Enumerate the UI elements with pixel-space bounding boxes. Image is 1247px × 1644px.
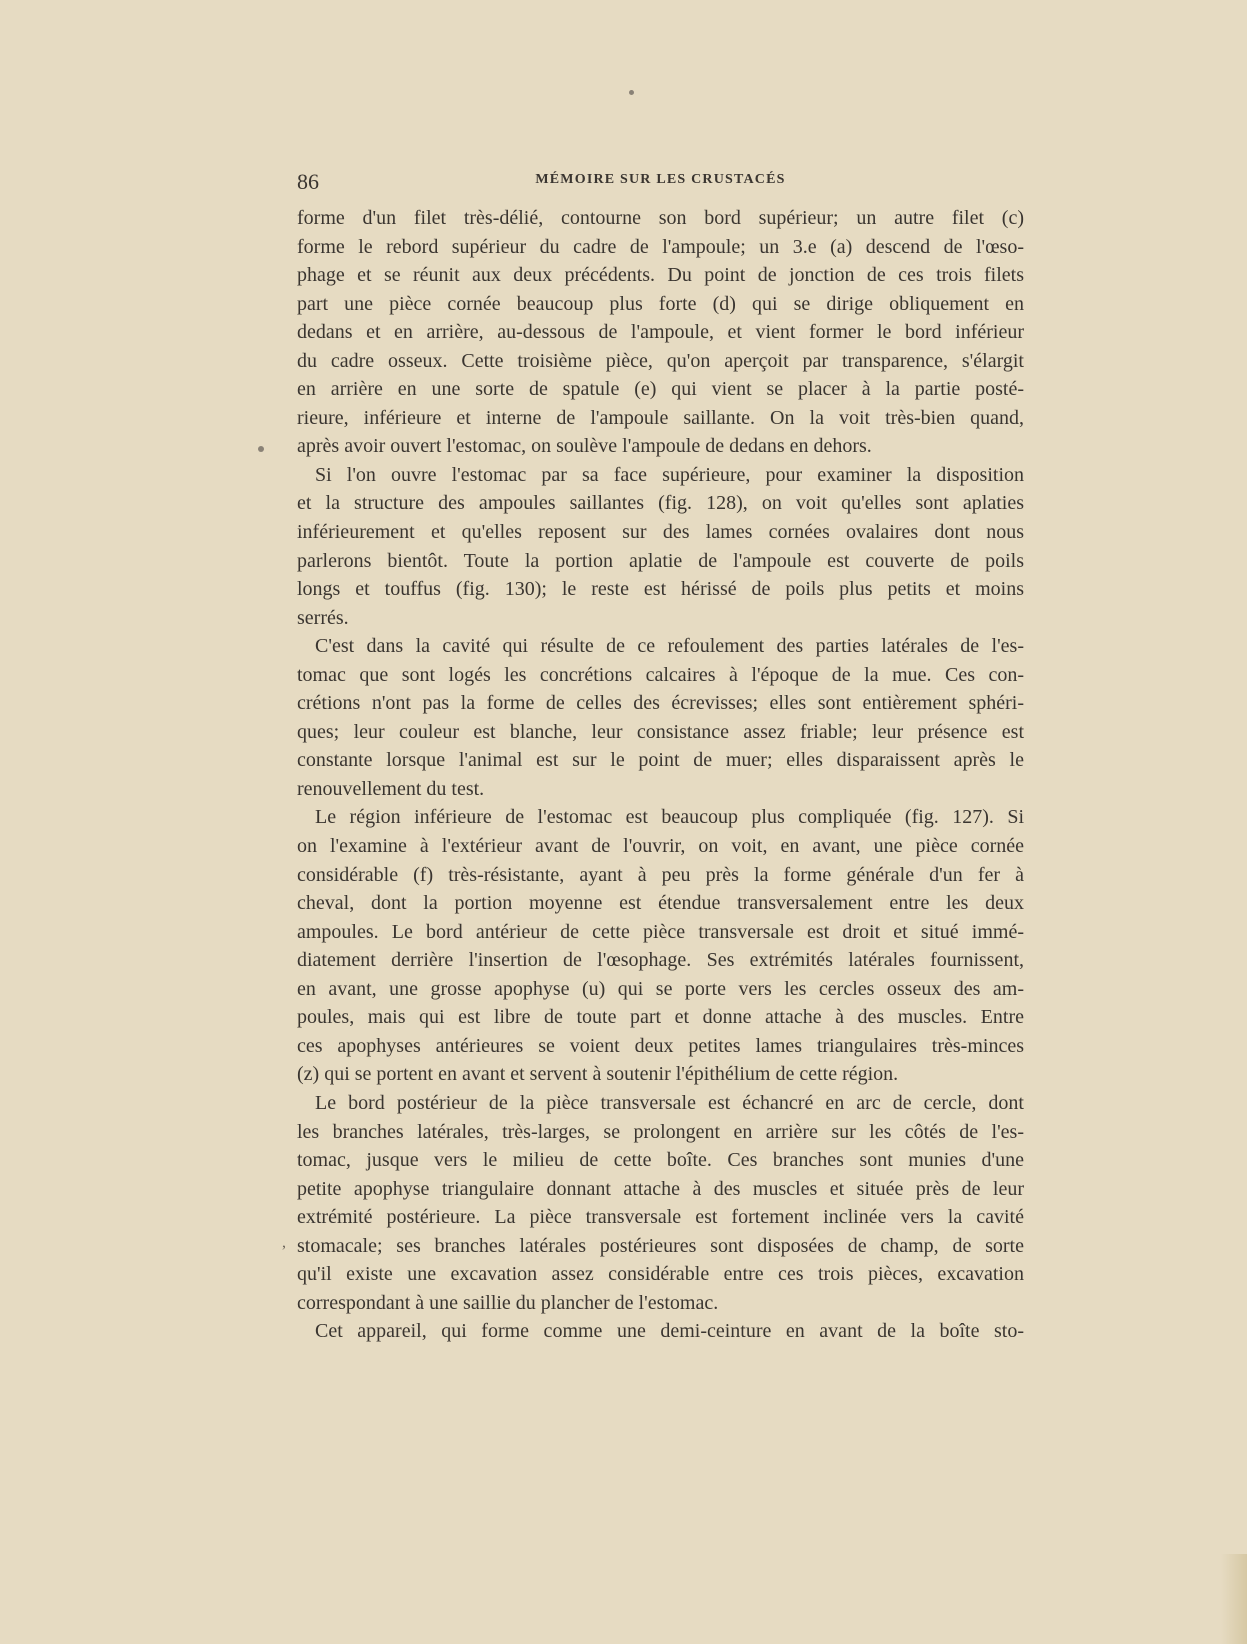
speck-left [258,446,264,452]
text-line: Si l'on ouvre l'estomac par sa face supérieure, pour examiner la disposition [315,463,1024,486]
text-line: et la structure des ampoules saillantes (fig. 128), on voit qu'elles sont aplaties [297,492,1024,515]
text-line: constante lorsque l'animal est sur le point de muer; elles disparaissent après le [297,749,1024,772]
text-line: après avoir ouvert l'estomac, on soulève l'ampoule de dedans en dehors. [297,435,872,458]
text-line: petite apophyse triangulaire donnant attache à des muscles et située près de leur [297,1177,1024,1200]
text-line: ces apophyses antérieures se voient deux petites lames triangulaires très-minces [297,1034,1024,1057]
text-line: ampoules. Le bord antérieur de cette pièce transversale est droit et situé immé- [297,920,1024,943]
text-line: en avant, une grosse apophyse (u) qui se porte vers les cercles osseux des am- [297,977,1024,1000]
text-line: ques; leur couleur est blanche, leur consistance assez friable; leur présence est [297,720,1024,743]
text-line: du cadre osseux. Cette troisième pièce, qu'on aperçoit par transparence, s'élargit [297,349,1024,372]
text-line: renouvellement du test. [297,777,485,800]
text-line: parlerons bientôt. Toute la portion aplatie de l'ampoule est couverte de poils [297,549,1024,572]
text-line: on l'examine à l'extérieur avant de l'ouvrir, on voit, en avant, une pièce cornée [297,835,1024,858]
text-line: inférieurement et qu'elles reposent sur des lames cornées ovalaires dont nous [297,521,1024,544]
text-line: stomacale; ses branches latérales postérieures sont disposées de champ, de sorte [297,1234,1024,1257]
margin-mark: , [282,1234,286,1251]
text-line: Le région inférieure de l'estomac est beaucoup plus compliquée (fig. 127). Si [315,806,1024,829]
text-line: Le bord postérieur de la pièce transversale est échancré en arc de cercle, dont [315,1091,1024,1114]
text-line: tomac, jusque vers le milieu de cette boîte. Ces branches sont munies d'une [297,1149,1024,1172]
text-line: diatement derrière l'insertion de l'œsophage. Ses extrémités latérales fournissent, [297,949,1024,972]
text-line: phage et se réunit aux deux précédents. Du point de jonction de ces trois filets [297,264,1024,287]
text-line: rieure, inférieure et interne de l'ampoule saillante. On la voit très-bien quand, [297,406,1024,429]
text-line: en arrière en une sorte de spatule (e) qui vient se placer à la partie posté- [297,378,1024,401]
text-line: crétions n'ont pas la forme de celles des écrevisses; elles sont entièrement sphéri- [297,692,1024,715]
text-line: (z) qui se portent en avant et servent à soutenir l'épithélium de cette région. [297,1063,899,1086]
text-line: considérable (f) très-résistante, ayant à peu près la forme générale d'un fer à [297,863,1024,886]
running-head: MÉMOIRE SUR LES CRUSTACÉS [535,172,786,187]
text-line: dedans et en arrière, au-dessous de l'ampoule, et vient former le bord inférieur [297,321,1024,344]
text-line: poules, mais qui est libre de toute part et donne attache à des muscles. Entre [297,1006,1024,1029]
page-number: 86 [297,169,319,194]
text-line: correspondant à une saillie du plancher de l'estomac. [297,1291,719,1314]
text-line: C'est dans la cavité qui résulte de ce refoulement des parties latérales de l'es- [315,635,1024,658]
text-line: cheval, dont la portion moyenne est étendue transversalement entre les deux [297,892,1024,915]
text-line: longs et touffus (fig. 130); le reste est hérissé de poils plus petits et moins [297,578,1024,601]
text-line: qu'il existe une excavation assez considérable entre ces trois pièces, excavation [297,1263,1024,1286]
text-line: serrés. [297,606,349,629]
text-line: forme d'un filet très-délié, contourne son bord supérieur; un autre filet (c) [297,207,1024,229]
text-line: les branches latérales, très-larges, se prolongent en arrière sur les côtés de l'es- [297,1120,1024,1143]
text-line: tomac que sont logés les concrétions calcaires à l'époque de la mue. Ces con- [297,663,1024,686]
text-line: forme le rebord supérieur du cadre de l'ampoule; un 3.e (a) descend de l'œso- [297,235,1024,258]
speck-top [629,90,634,95]
text-line: Cet appareil, qui forme comme une demi-ceinture en avant de la boîte sto- [315,1320,1024,1343]
page-corner-shadow [1221,1554,1247,1644]
body-text [297,204,1024,1346]
text-line: extrémité postérieure. La pièce transversale est fortement inclinée vers la cavité [297,1206,1024,1229]
text-line: part une pièce cornée beaucoup plus forte (d) qui se dirige obliquement en [297,292,1024,315]
page-header [297,169,1024,193]
